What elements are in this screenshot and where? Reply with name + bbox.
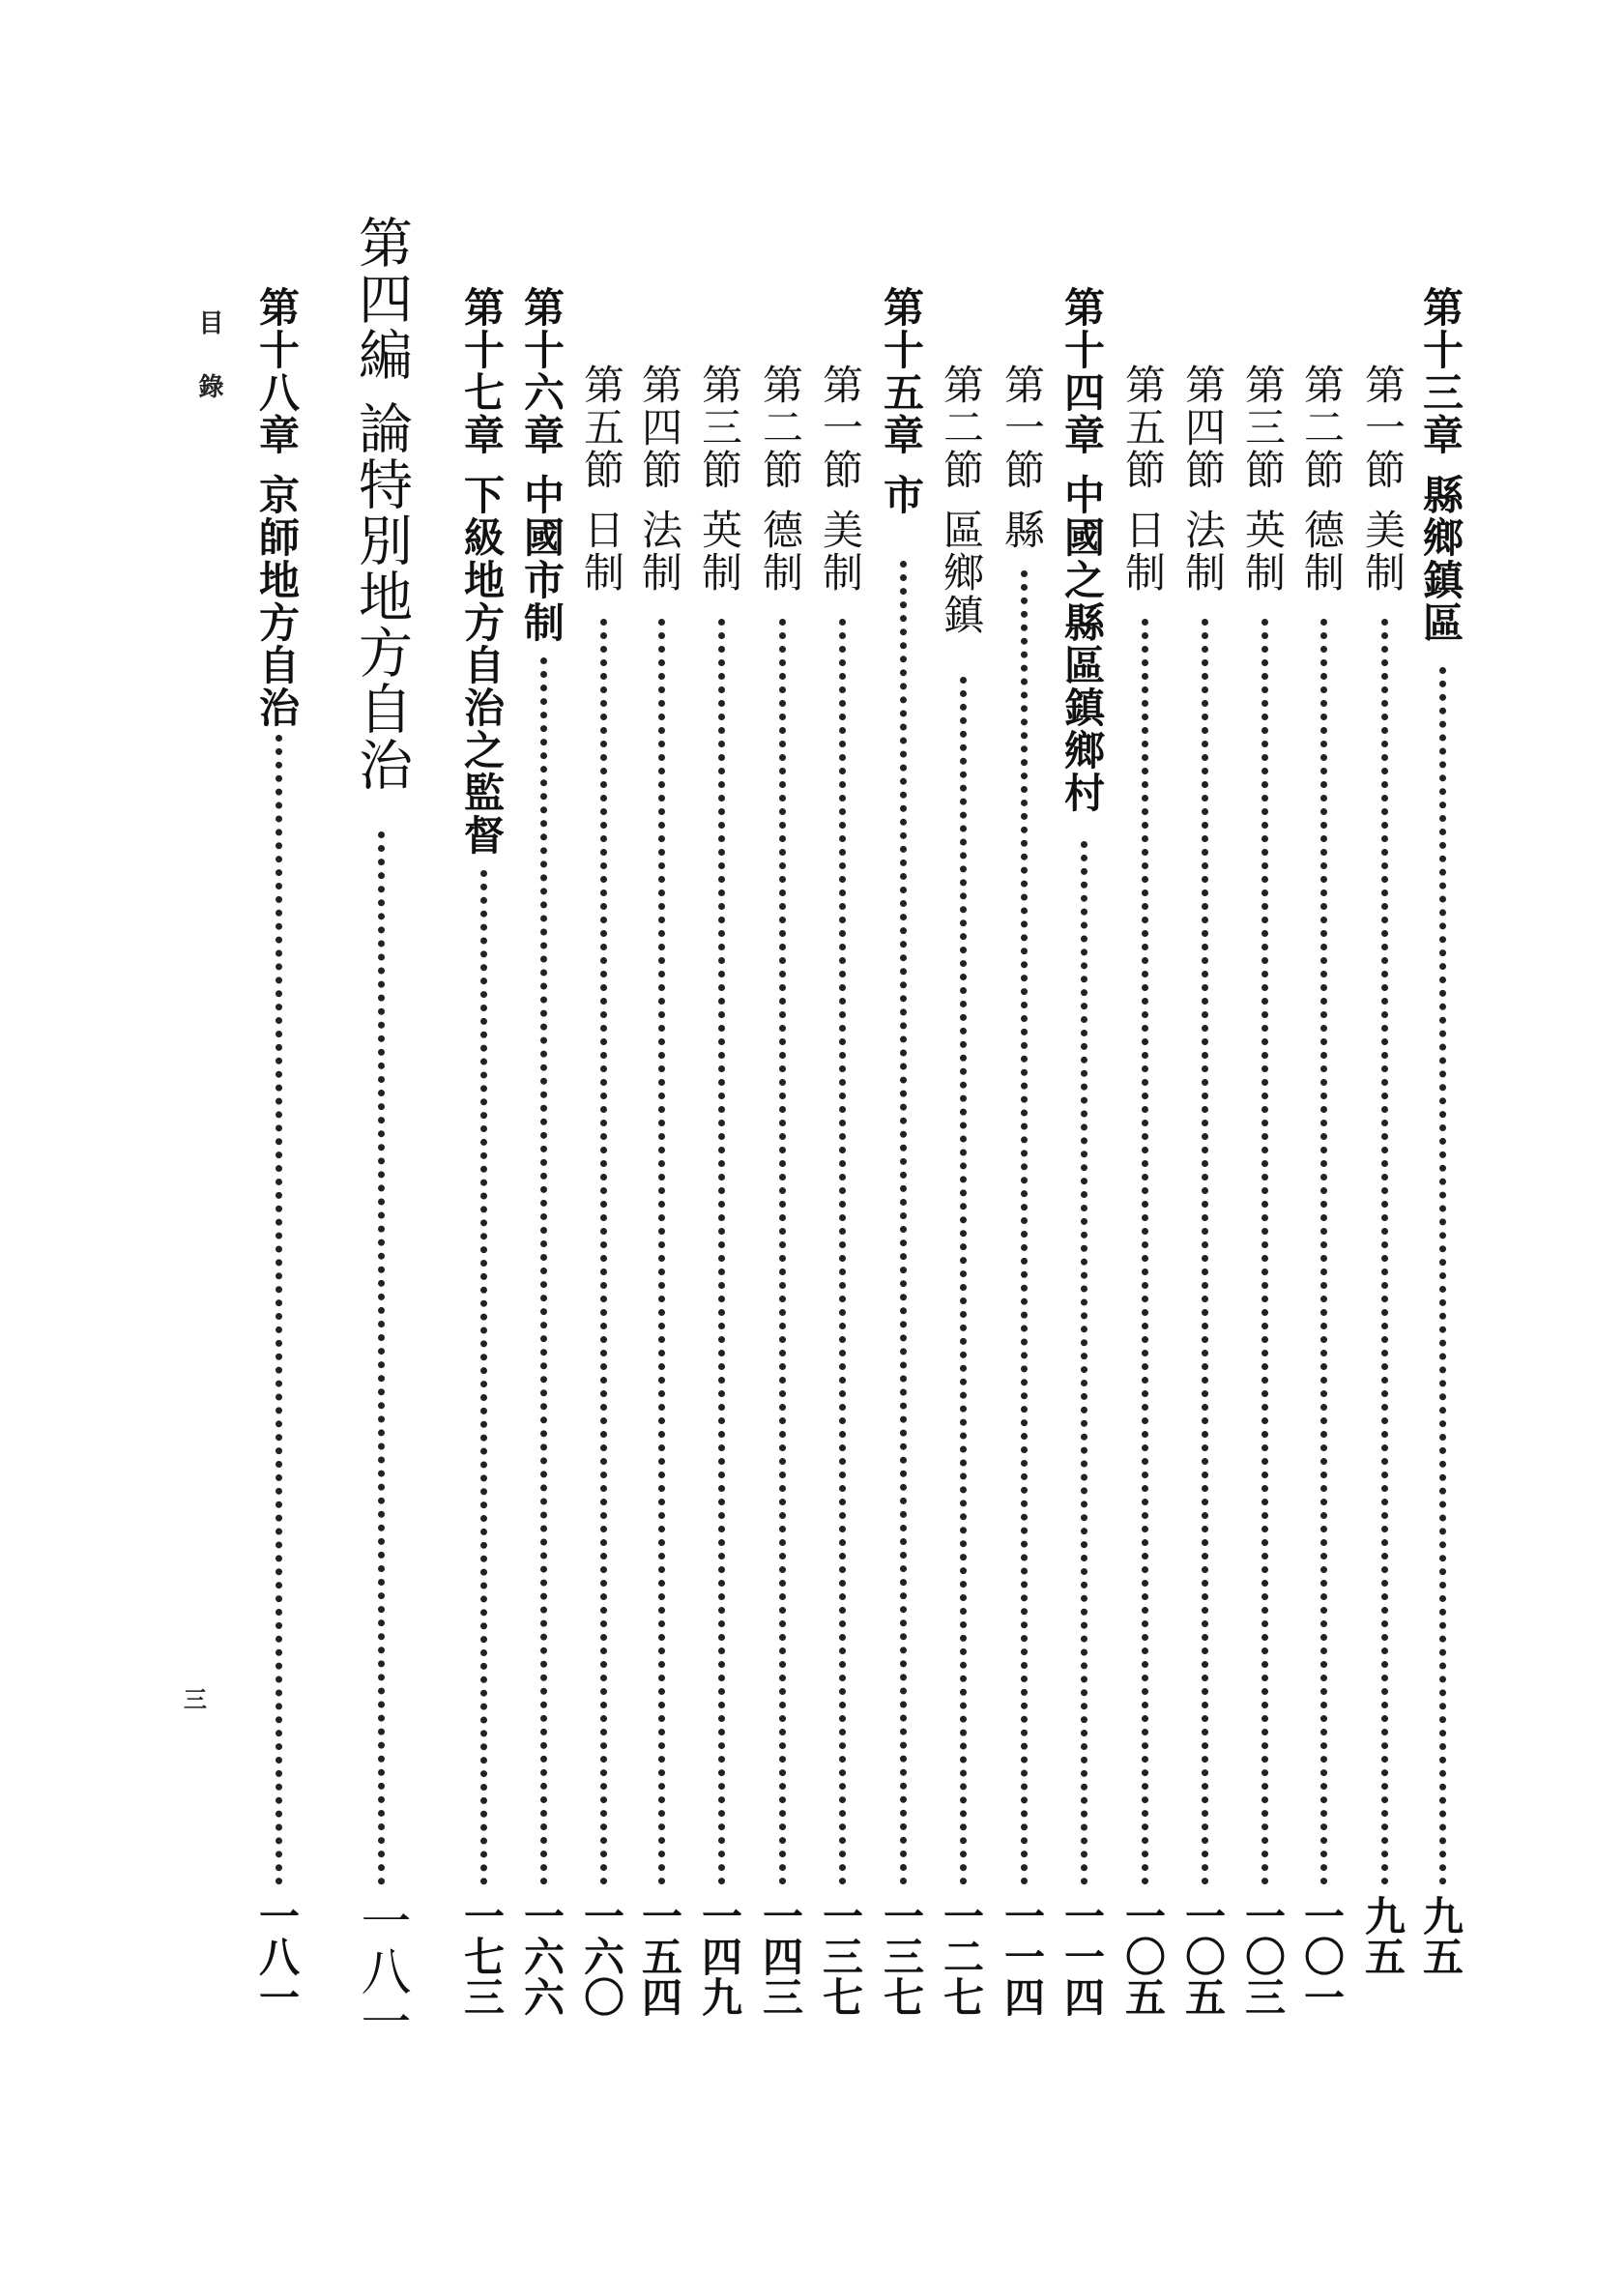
toc-entry[interactable]: [510, 286, 572, 644]
section-number: 第四節: [636, 364, 683, 491]
section-title: 區鄉鎮: [938, 509, 985, 636]
dot-leader: [1142, 619, 1148, 1885]
section-title: 法制: [636, 509, 683, 594]
dot-leader: [1439, 667, 1446, 1885]
section-number: 第五節: [578, 364, 625, 491]
chapter-number: 第十四章: [1058, 286, 1106, 456]
chapter-number: 第十七章: [458, 286, 506, 456]
toc-entry[interactable]: [570, 364, 632, 594]
page-number: 一二七: [938, 1895, 985, 2017]
page-number: 九五: [1359, 1895, 1406, 1976]
page-number: 一八一: [352, 1895, 410, 2046]
chapter-title: 縣鄉鎮區: [1417, 474, 1464, 644]
running-head: 目錄: [194, 309, 223, 437]
dot-leader: [1202, 619, 1208, 1885]
dot-leader: [900, 561, 907, 1885]
toc-entry[interactable]: [930, 364, 992, 636]
dot-leader: [839, 619, 846, 1885]
section-number: 第二節: [1298, 364, 1346, 491]
dot-leader: [1320, 619, 1327, 1885]
section-number: 第三節: [1239, 364, 1287, 491]
section-title: 美制: [1359, 509, 1406, 594]
page-number: 一六六: [518, 1895, 566, 2017]
toc-entry[interactable]: [1351, 364, 1413, 594]
section-title: 美制: [817, 509, 864, 594]
toc-entry[interactable]: [688, 364, 750, 594]
chapter-number: 第十六章: [518, 286, 566, 456]
dot-leader: [1021, 570, 1028, 1885]
section-title: 日制: [1119, 509, 1167, 594]
section-title: 德制: [757, 509, 804, 594]
chapter-title: 市: [878, 474, 925, 516]
page-number: 一一四: [1058, 1895, 1106, 2017]
chapter-number: 第十八章: [253, 286, 301, 456]
folio-page-number: 三: [184, 1685, 207, 1713]
dot-leader: [378, 831, 385, 1885]
section-title: 英制: [696, 509, 743, 594]
page-number: 一〇五: [1119, 1895, 1167, 2017]
page-number: 一四九: [696, 1895, 743, 2017]
page-number: 一三七: [817, 1895, 864, 2017]
dot-leader: [540, 657, 547, 1885]
page-number: 一〇一: [1298, 1895, 1346, 2017]
toc-entry[interactable]: [628, 364, 690, 594]
toc-entry[interactable]: [1232, 364, 1293, 594]
toc-entry[interactable]: [749, 364, 811, 594]
section-number: 第五節: [1119, 364, 1167, 491]
section-title: 縣: [999, 509, 1046, 551]
dot-leader: [960, 677, 967, 1885]
chapter-title: 京師地方自治: [253, 474, 301, 729]
section-title: 日制: [578, 509, 625, 594]
toc-entry[interactable]: [1112, 364, 1174, 594]
page-number: 一三七: [878, 1895, 925, 2017]
section-title: 德制: [1298, 509, 1346, 594]
page-number: 九五: [1417, 1895, 1464, 1976]
dot-leader: [1081, 841, 1088, 1885]
toc-entry[interactable]: [1172, 364, 1233, 594]
chapter-title: 下級地方自治之監督: [458, 474, 506, 857]
dot-leader: [276, 735, 282, 1885]
dot-leader: [718, 619, 725, 1885]
dot-leader: [600, 619, 607, 1885]
section-number: 第二節: [757, 364, 804, 491]
page-number: 一四三: [757, 1895, 804, 2017]
section-number: 第一節: [1359, 364, 1406, 491]
toc-entry[interactable]: [809, 364, 871, 594]
section-number: 第二節: [938, 364, 985, 491]
toc-entry[interactable]: [991, 364, 1053, 551]
page-number: 一八一: [253, 1895, 301, 2017]
section-number: 第三節: [696, 364, 743, 491]
toc-entry[interactable]: [870, 286, 932, 516]
section-number: 第一節: [999, 364, 1046, 491]
dot-leader: [1381, 619, 1388, 1885]
chapter-title: 中國之縣區鎮鄉村: [1058, 474, 1106, 814]
page-number: 一〇三: [1239, 1895, 1287, 2017]
section-title: 英制: [1239, 509, 1287, 594]
chapter-title: 中國市制: [518, 474, 566, 644]
part-title: 論特別地方自治: [350, 400, 413, 793]
toc-entry[interactable]: [1409, 286, 1471, 644]
toc-entry[interactable]: [450, 286, 512, 857]
section-title: 法制: [1179, 509, 1227, 594]
page-number: 一一四: [999, 1895, 1046, 2017]
dot-leader: [658, 619, 665, 1885]
page-number: 一五四: [636, 1895, 683, 2017]
section-number: 第四節: [1179, 364, 1227, 491]
page-number: 一〇五: [1179, 1895, 1227, 2017]
toc-entry[interactable]: [246, 286, 307, 729]
toc-part-entry[interactable]: [342, 215, 420, 793]
chapter-number: 第十五章: [878, 286, 925, 456]
chapter-number: 第十三章: [1417, 286, 1464, 456]
page-number: 一六〇: [578, 1895, 625, 2017]
section-number: 第一節: [817, 364, 864, 491]
page-number: 一七三: [458, 1895, 506, 2017]
dot-leader: [779, 619, 786, 1885]
toc-entry[interactable]: [1051, 286, 1113, 814]
dot-leader: [1262, 619, 1268, 1885]
dot-leader: [480, 870, 487, 1885]
part-number: 第四編: [350, 215, 413, 383]
toc-entry[interactable]: [1290, 364, 1352, 594]
